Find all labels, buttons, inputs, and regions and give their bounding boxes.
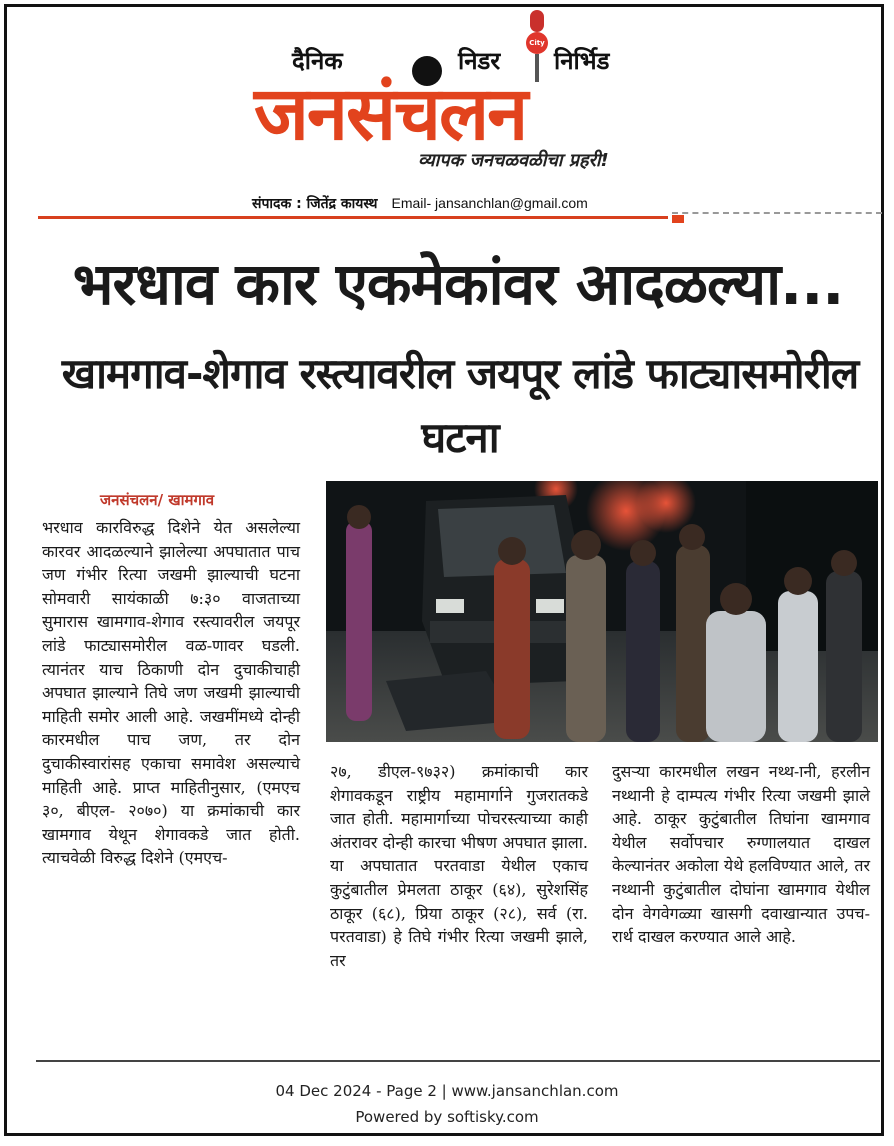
accident-photo [326,481,878,742]
masthead-nidar: निडर [458,47,501,75]
microphone-icon [526,10,548,82]
powered-by: Powered by softisky.com [355,1108,539,1126]
article-column-1: भरधाव कारविरुद्ध दिशेने येत असलेल्या कारवर आदळल्याने झालेल्या अपघातात पाच जण गंभीर रित्या जखमी झाल्याची घटना सोमवारी सायंकाळी ७:३० वाजताच्या सुमारास खामगाव-शेगाव रस्त्यावरील जयपूर लांडे फाट्यासमोरील वळ-णावर घडली. त्यानंतर याच ठिकाणी दोन दुचाकीचाही अपघात झाल्याने तिघे जण जखमी झाल्याची माहिती समोर आली आहे. जखमींमध्ये दोन्ही कारमधील पाच जण, तर दोन दुचाकीस्वारांसह एकाचा समावेश असल्याचे माहिती आहे. प्राप्त माहितीनुसार, (एमएच ३०, बीएल- २०७०) या क्रमांकाची कार खामगाव येथून शेगावकडे जात होती. त्याचवेळी विरुद्ध दिशेने (एमएच- [42,518,300,868]
headline: भरधाव कार एकमेकांवर आदळल्या... [72,250,844,318]
masthead-dainik: दैनिक [292,47,343,75]
article-column-3: दुसऱ्या कारमधील लखन नथ्थ-ानी, हरलीन नथ्थानी हे दाम्पत्य गंभीर रित्या जखमी झाले आहे. ठाकूर कुटुंबातील तिघांना खामगाव येथील सर्वोपचार रुग्णालयात दाखल केल्यानंतर अकोला येथे हलविण्यात आले, तर नथ्थानी कुटुंबातील दोघांना खामगाव येथील दोन वेगवेगळ्या खासगी दवाखान्यात उपच-रार्थ दाखल करण्यात आले आहे. [612,762,870,947]
editor-row [252,194,588,213]
byline: जनसंचलन/ खामगाव [100,491,215,509]
masthead [248,8,648,198]
newspaper-logo: जनसंचलन [254,71,527,157]
subheadline: खामगाव-शेगाव रस्त्यावरील जयपूर लांडे फाट्यासमोरील घटना [61,349,859,462]
header-red-mark [672,215,684,223]
article-column-2: २७, डीएल-९७३२) क्रमांकाची कार शेगावकडून राष्ट्रीय महामार्गाने गुजरातकडे जात होती. महामार्गाच्या पोचरस्त्याच्या काही अंतरावर दोन्ही कारचा भीषण अपघात झाला. या अपघातात परतवाडा येथील एकाच कुटुंबातील प्रेमलता ठाकूर (६४), सुरेशसिंह ठाकूर (६८), प्रिया ठाकूर (२८), सर्व (रा. परतवाडा) हे तिघे गंभीर रित्या जखमी झाले, तर [330,762,588,970]
header-dashed-rule [672,212,882,214]
editor-label: संपादक : जितेंद्र कायस्थ [252,196,378,212]
footer-rule [36,1060,880,1062]
footer-line: 04 Dec 2024 - Page 2 | www.jansanchlan.com [275,1082,619,1100]
email-text: Email- jansanchlan@gmail.com [391,195,588,211]
mic-badge: City [526,32,548,54]
masthead-nirbhid: निर्भिड [554,47,610,75]
header-rule [38,216,668,219]
tagline: व्यापक जनचळवळीचा प्रहरी! [418,150,609,171]
